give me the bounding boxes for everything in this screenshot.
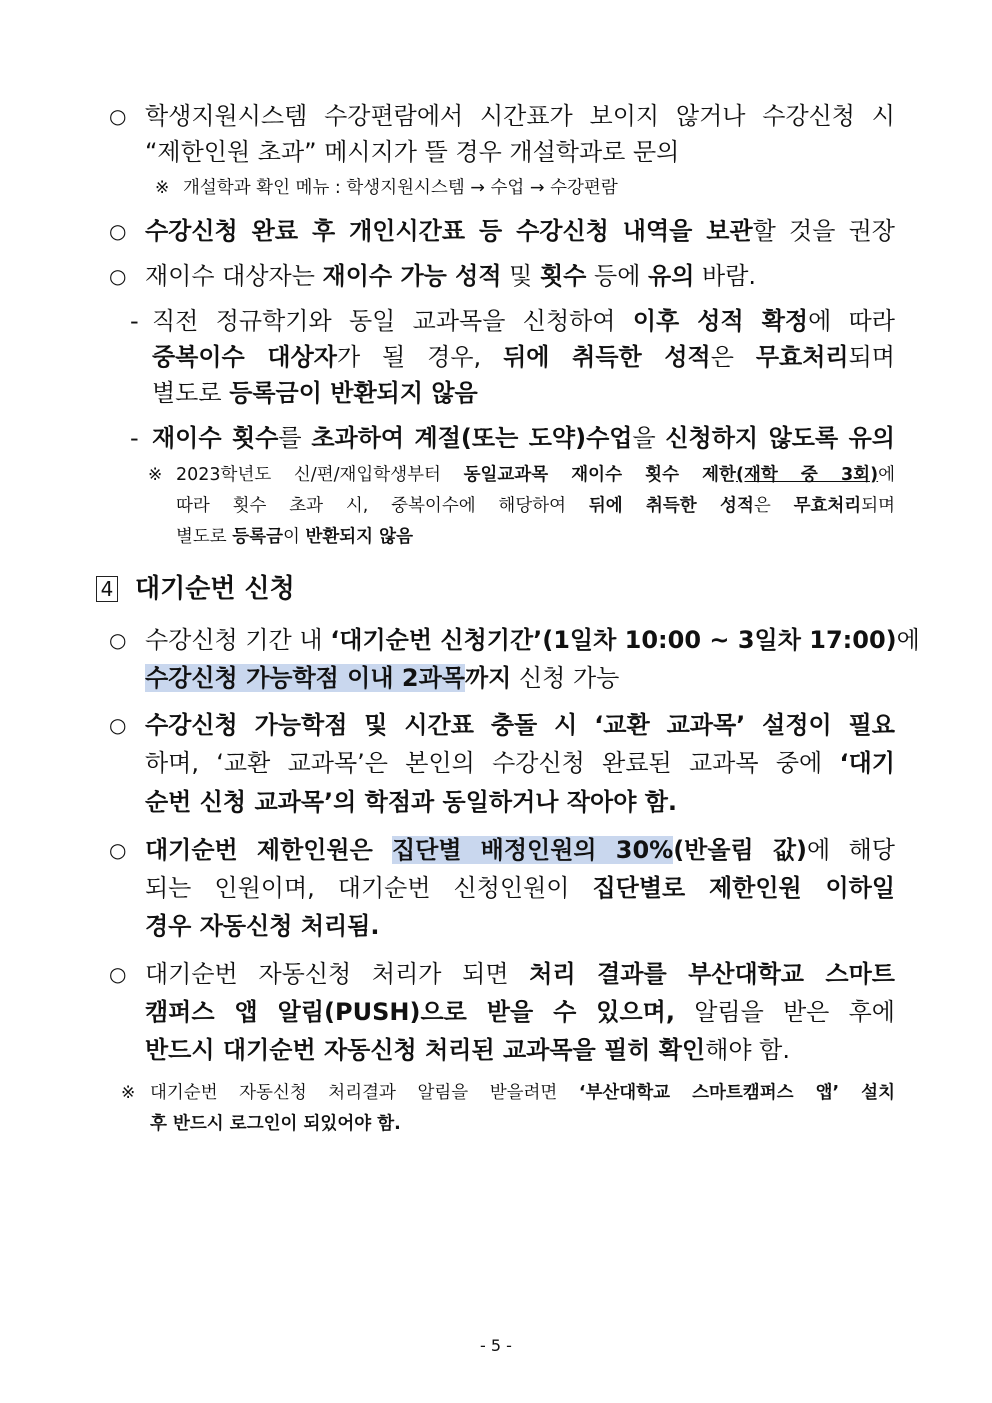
bullet-circle: ○ (109, 713, 127, 737)
text-run: 횟수 (540, 262, 587, 290)
text-run: 뒤에 취득한 성적 (503, 343, 711, 371)
text-run: 처리 결과를 부산대학교 스마트 (529, 960, 895, 988)
text-run: 재이수 횟수 (152, 424, 279, 452)
text-run: ‘대기 (839, 749, 895, 777)
text-run: 등록금 (232, 527, 283, 547)
paragraph-line (145, 834, 895, 866)
bullet-circle: ○ (109, 838, 127, 862)
text-run: 를 (278, 424, 312, 452)
text-run: 대기순번 자동신청 처리가 되면 (145, 960, 530, 988)
paragraph-line (145, 747, 895, 779)
paragraph-line (145, 709, 895, 741)
note-text (176, 525, 413, 549)
text-run: 동일교과목 재이수 횟수 제한 (463, 465, 736, 485)
paragraph-line (145, 910, 379, 942)
bullet-circle: ○ (109, 962, 127, 986)
text-run: 에 (896, 626, 920, 654)
paragraph-line (145, 215, 895, 247)
text-run: 집단별로 제한인원 이하일 (592, 874, 896, 902)
text-run: 가 될 경우, (336, 343, 504, 371)
bullet-circle: ○ (109, 219, 127, 243)
text-run: 수강신청 가능학점 및 시간표 충돌 시 ‘교환 교과목’ 설정이 필요 (145, 711, 895, 739)
text-run: 되는 인원이며, 대기순번 신청인원이 (145, 874, 593, 902)
paragraph-line (152, 305, 895, 337)
text-run: 은 (710, 343, 756, 371)
text-run: 별도로 (176, 527, 233, 547)
note-mark: ※ (121, 1083, 136, 1103)
dash-marker: - (130, 307, 139, 335)
note-text (150, 1112, 401, 1136)
text-run: 및 (501, 262, 540, 290)
text-run: 이후 성적 확정 (632, 307, 809, 335)
text-run: 이 (283, 527, 306, 547)
text-run: 별도로 (152, 379, 230, 407)
text-run: 하며, ‘교환 교과목’은 본인의 수강신청 완료된 교과목 중에 (145, 749, 840, 777)
text-run: 따라 횟수 초과 시, 중복이수에 해당하여 (176, 496, 589, 516)
text-run: 초과하여 계절(또는 도약)수업 (311, 424, 633, 452)
text-run: 되며 (848, 343, 895, 371)
paragraph-line (145, 872, 895, 904)
text-run: 등록금이 반환되지 않음 (229, 379, 478, 407)
text-run: 대기순번 제한인원은 (145, 836, 392, 864)
text-run: 2023학년도 신/편/재입학생부터 (176, 465, 464, 485)
text-run: 반환되지 않음 (305, 527, 413, 547)
text-run: 바람. (694, 262, 757, 290)
text-run: 에 (878, 465, 895, 485)
text-run: 알림을 받은 후에 (674, 998, 895, 1026)
paragraph-line (152, 341, 895, 373)
text-run: 집단별 배정인원의 30% (391, 836, 674, 864)
page-number: - 5 - (480, 1336, 512, 1355)
dash-marker: - (130, 424, 139, 452)
text-run: 까지 (464, 664, 512, 692)
text-run: 무효처리 (755, 343, 849, 371)
text-run: 캠퍼스 앱 알림(PUSH)으로 받을 수 있으며, (145, 998, 675, 1026)
note-text (176, 494, 895, 518)
text-run: 재이수 대상자는 (145, 262, 323, 290)
note-text (150, 1081, 895, 1105)
text-run: (재학 중 3회) (735, 465, 879, 485)
note-mark: ※ (148, 465, 163, 485)
paragraph-line (145, 624, 920, 656)
text-run: 경우 자동신청 처리됨. (145, 912, 380, 940)
text-run: “제한인원 초과” 메시지가 뜰 경우 개설학과로 문의 (145, 138, 680, 166)
bullet-circle: ○ (109, 264, 127, 288)
text-run: 수강신청 가능학점 이내 2과목 (145, 664, 465, 692)
paragraph-line (145, 662, 619, 694)
text-run: 학생지원시스템 수강편람에서 시간표가 보이지 않거나 수강신청 시 (145, 102, 895, 130)
paragraph-line (145, 958, 895, 990)
bullet-circle: ○ (109, 104, 127, 128)
text-run: 재이수 가능 성적 (322, 262, 502, 290)
section-title: 대기순번 신청 (135, 574, 295, 604)
text-run: 은 (753, 496, 794, 516)
text-run: ‘대기순번 신청기간’(1일차 10:00 ~ 3일차 17:00) (330, 626, 897, 654)
text-run: 무효처리 (793, 496, 862, 516)
text-run: 후 반드시 로그인이 되있어야 함. (150, 1114, 401, 1134)
text-run: 신청하지 않도록 유의 (665, 424, 895, 452)
paragraph-line (145, 786, 677, 818)
text-run: 신청 가능 (511, 664, 620, 692)
paragraph-line (152, 422, 895, 454)
section-number-box: 4 (96, 576, 118, 602)
text-run: 되며 (861, 496, 896, 516)
paragraph-line (145, 100, 895, 132)
text-run: 을 (632, 424, 666, 452)
note-text (176, 463, 895, 487)
text-run: 반드시 대기순번 자동신청 처리된 교과목을 필히 확인 (145, 1036, 706, 1064)
paragraph-line (145, 996, 895, 1028)
text-run: 할 것을 권장 (752, 217, 895, 245)
text-run: 해야 함. (705, 1036, 790, 1064)
paragraph-line (145, 1034, 790, 1066)
bullet-circle: ○ (109, 628, 127, 652)
note-mark: ※ (155, 178, 170, 198)
text-run: 중복이수 대상자 (152, 343, 337, 371)
note-text: 개설학과 확인 메뉴 : 학생지원시스템 → 수업 → 수강편람 (183, 178, 618, 198)
paragraph-line (152, 377, 478, 409)
text-run: 등에 (586, 262, 649, 290)
text-run: 유의 (648, 262, 695, 290)
text-run: 직전 정규학기와 동일 교과목을 신청하여 (152, 307, 633, 335)
text-run: (반올림 값) (673, 836, 808, 864)
text-run: ‘부산대학교 스마트캠퍼스 앱’ 설치 (578, 1083, 895, 1103)
paragraph-line (145, 260, 756, 292)
text-run: 수강신청 기간 내 (145, 626, 331, 654)
paragraph-line (145, 136, 679, 168)
text-run: 순번 신청 교과목’의 학점과 동일하거나 작아야 함. (145, 788, 678, 816)
text-run: 에 해당 (807, 836, 895, 864)
text-run: 뒤에 취득한 성적 (588, 496, 754, 516)
text-run: 대기순번 자동신청 처리결과 알림을 받을려면 (150, 1083, 579, 1103)
text-run: 에 따라 (808, 307, 895, 335)
text-run: 수강신청 완료 후 개인시간표 등 수강신청 내역을 보관 (145, 217, 753, 245)
